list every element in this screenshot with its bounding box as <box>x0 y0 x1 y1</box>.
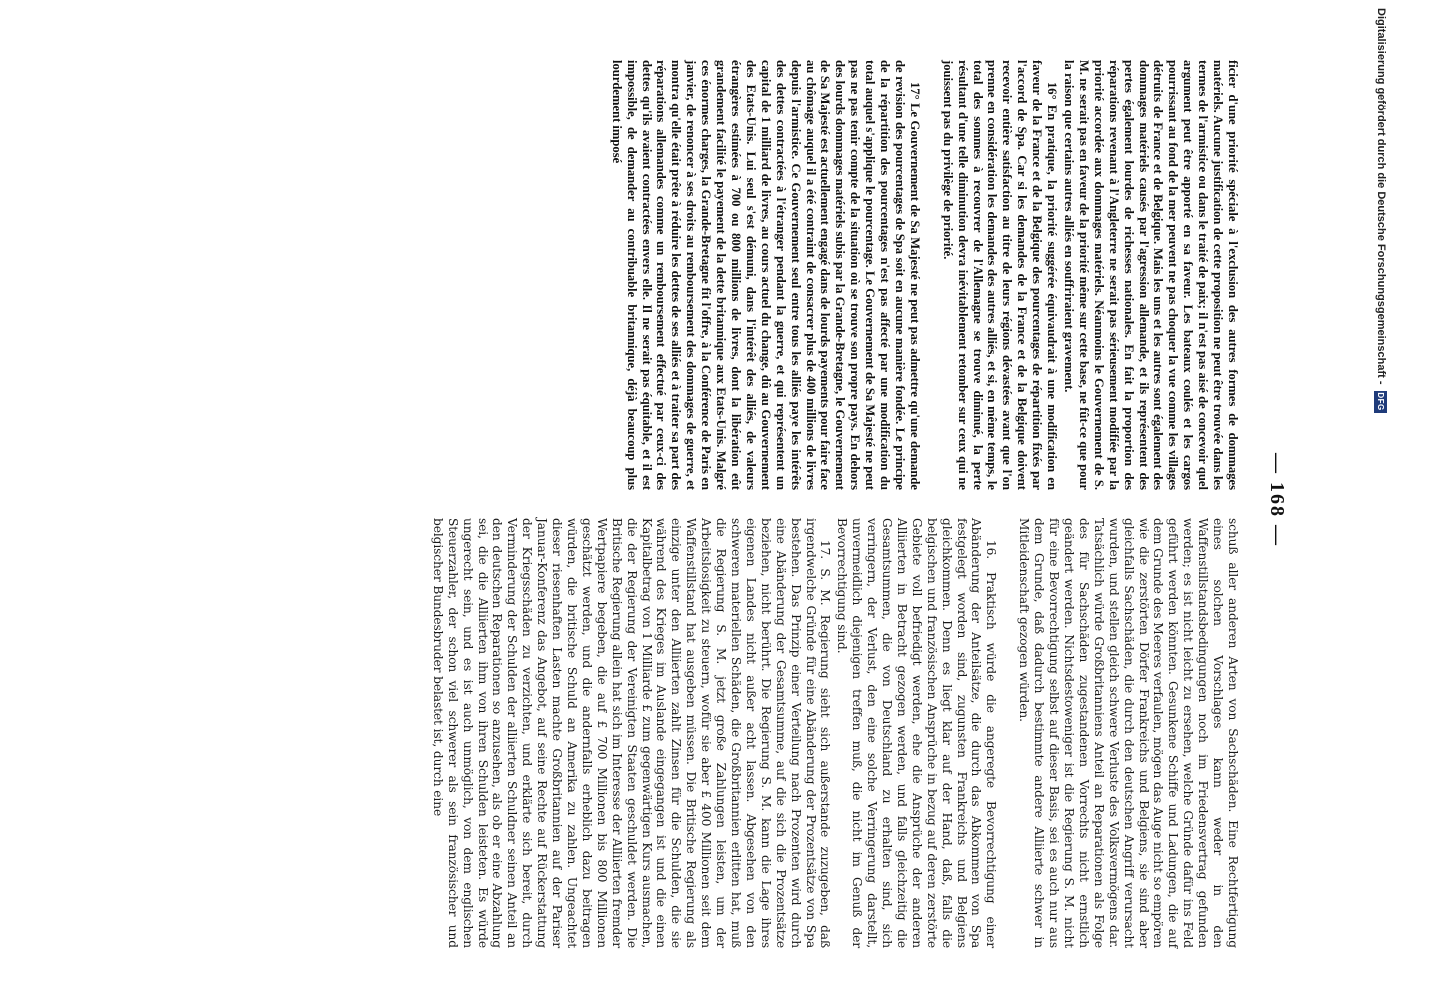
page-number: — 168 — <box>1266 453 1288 547</box>
french-paragraph-17: 17° Le Gouvernement de Sa Majesté ne peut pas admettre qu'une demande de revision des pourcentages de Spa soit en aucune manière fondée. Le principe de la répartition des pourcentages n'est pas affecté par une modification du total auquel s'applique le pourcentage. Le Gouvernement de Sa Majesté ne peut pas ne pas tenir compte de la situation où se trouve son propre pays. En dehors des lourds dommages matériels subis par la Grande-Bretagne, le Gouvernement de Sa Majesté est actuellement engagé dans de lourds payements pour faire face au chômage auquel il a été contraint de consacrer plus de 400 millions de livres depuis l'armistice. Ce Gouvernement seul entre tous les alliés paye les intérêts des dettes contractées à l'étranger pendant la guerre, et qui représentent un capital de 1 milliard de livres, au cours actuel du change, dû au Gouvernement des Etats-Unis. Lui seul s'est démuni, dans l'intérêt des alliés, de valeurs étrangères estimées à 700 ou 800 millions de livres, dont la libération eût grandement facilité le payement de la dette britannique aux Etats-Unis. Malgré ces énormes charges, la Grande-Bretagne fit l'offre, à la Conférence de Paris en janvier, de renoncer à ses droits au remboursement des dommages de guerre, et montra qu'elle était prête à réduire les dettes de ses alliés et à traiter sa part des réparations allemandes comme un remboursement effectué par ceux-ci des dettes qu'ils avaient contractées envers elle. Il ne serait pas équitable, et il est impossible, de demander au contribuable britannique, déjà beaucoup plus lourdement imposé <box>609 60 922 490</box>
french-paragraph-16: 16° En pratique, la priorité suggérée équivaudrait à une modification en faveur de la France et de la Belgique des pourcentages de répartition fixés par l'accord de Spa. Car si les demandes de la France et de la Belgique doivent recevoir entière satisfaction au titre de leurs régions dévastées avant que l'on prenne en considération les demandes des autres alliés, et si, en même temps, le total des sommes à recouvrer de l'Allemagne se trouve diminué, la perte résultant d'une telle diminution devra inévitablement retomber sur ceux qui ne jouissent pas du privilège de priorité. <box>940 60 1060 490</box>
digitization-credit-text: Digitalisierung gefördert durch die Deutsche Forschungsgemeinschaft - <box>1375 8 1387 385</box>
german-text-column <box>430 518 1240 948</box>
dfg-logo-icon: DFG <box>1376 392 1386 411</box>
german-paragraph-15-continued: schuß aller anderen Arten von Sachschäden. Eine Rechtfertigung eines solchen Vorschlages kann weder in den Waffenstillstandsbedingungen noch im Friedensvertrag gefunden werden; es ist nicht leicht zu ersehen, welche Gründe dafür ins Feld geführt werden könnten. Gesunkene Schiffe und Ladungen, die auf dem Grunde des Meeres verfaulen, mögen das Auge nicht so empören wie die zerstörten Dörfer Frankreichs und Belgiens, sie sind aber gleichfalls Sachschäden, die durch den deutschen Angriff verursacht wurden, und stellen gleich schwere Verluste des Volksvermögens dar. Tatsächlich würde Großbritanniens Anteil an Reparationen als Folge des für Sachschäden zugestandenen Vorrechts nicht ernstlich geändert werden. Nichtsdestoweniger ist die Regierung S. M. nicht für eine Bevorrechtigung selbst auf dieser Basis, sei es auch nur aus dem Grunde, daß dadurch bestimmte andere Alliierte schwer in Mitleidenschaft gezogen würden. <box>1017 518 1240 948</box>
document-page <box>2 0 1332 1000</box>
digitization-credit <box>1366 0 1396 1000</box>
german-paragraph-17: 17. S. M. Regierung sieht sich außerstande zuzugeben, daß irgendwelche Gründe für eine Abänderung der Prozentsätze von Spa bestehen. Das Prinzip einer Verteilung nach Prozenten wird durch eine Abänderung der Gesamtsumme, auf die sich die Prozentsätze beziehen, nicht berührt. Die Regierung S. M. kann die Lage ihres eigenen Landes nicht außer acht lassen. Abgesehen von den schweren materiellen Schäden, die Großbritannien erlitten hat, muß die Regierung S. M. jetzt große Zahlungen leisten, um der Arbeitslosigkeit zu steuern, wofür sie aber £ 400 Millionen seit dem Waffenstillstand hat ausgeben müssen. Die Britische Regierung als einzige unter den Alliierten zahlt Zinsen für die Schulden, die sie während des Krieges im Auslande eingegangen ist und die einen Kapitalbetrag von 1 Milliarde £ zum gegenwärtigen Kurs ausmachen, die der Regierung der Vereinigten Staaten geschuldet werden. Die Britische Regierung allein hat sich im Interesse der Alliierten fremder Wertpapiere begeben, die auf £ 700 Millionen bis 800 Millionen geschätzt werden, und die andernfalls erheblich dazu beitragen würden, die britische Schuld an Amerika zu zahlen. Ungeachtet dieser riesenhaften Lasten machte Großbritannien auf der Pariser Januar-Konferenz das Angebot, auf seine Rechte auf Rückerstattung der Kriegsschäden zu verzichten, und erklärte sich bereit, durch Verminderung der Schulden der alliierten Schuldner seinen Anteil an den deutschen Reparationen so anzusehen, als ob er eine Abzahlung sei, die die Alliierten ihm von ihren Schulden leisteten. Es würde ungerecht sein, und es ist auch unmöglich, von dem englischen Steuerzahler, der schon viel schwerer als sein französischer und belgischer Bundesbruder belastet ist, durch eine <box>430 518 833 948</box>
french-paragraph-15-continued: ficier d'une priorité spéciale à l'exclusion des autres formes de dommages matériels. Aucune justification de cette proposition ne peut être trouvée dans les termes de l'armistice ou dans le traité de paix; il n'est pas aisé de concevoir quel argument peut être apporté en sa faveur. Les bateaux coulés et les cargos pourrissant au fond de la mer peuvent ne pas choquer la vue comme les villages détruits de France et de Belgique. Mais les uns et les autres sont également des dommages matériels causés par l'agression allemande, et ils représentent des pertes également lourdes de richesses nationales. En fait la proportion des réparations revenant à l'Angleterre ne serait pas sérieusement modifiée par la priorité accordée aux dommages matériels. Néanmoins le Gouvernement de S. M. ne serait pas en faveur de la priorité même sur cette base, ne fût-ce que pour la raison que certains autres alliés en souffriraient gravement. <box>1062 60 1240 490</box>
german-paragraph-16: 16. Praktisch würde die angeregte Bevorrechtigung einer Abänderung der Anteilsätze, die durch das Abkommen von Spa festgelegt worden sind, zugunsten Frankreichs und Belgiens gleichkommen. Denn es liegt klar auf der Hand, daß, falls die belgischen und französischen Ansprüche in bezug auf deren zerstörte Gebiete voll befriedigt werden, ehe die Ansprüche der anderen Alliierten in Betracht gezogen werden, und falls gleichzeitig die Gesamtsummen, die von Deutschland zu erhalten sind, sich verringern, der Verlust, den eine solche Verringerung darstellt, unvermeidlich diejenigen treffen muß, die nicht im Genuß der Bevorrechtigung sind. <box>835 518 999 948</box>
french-text-column <box>609 60 1240 490</box>
